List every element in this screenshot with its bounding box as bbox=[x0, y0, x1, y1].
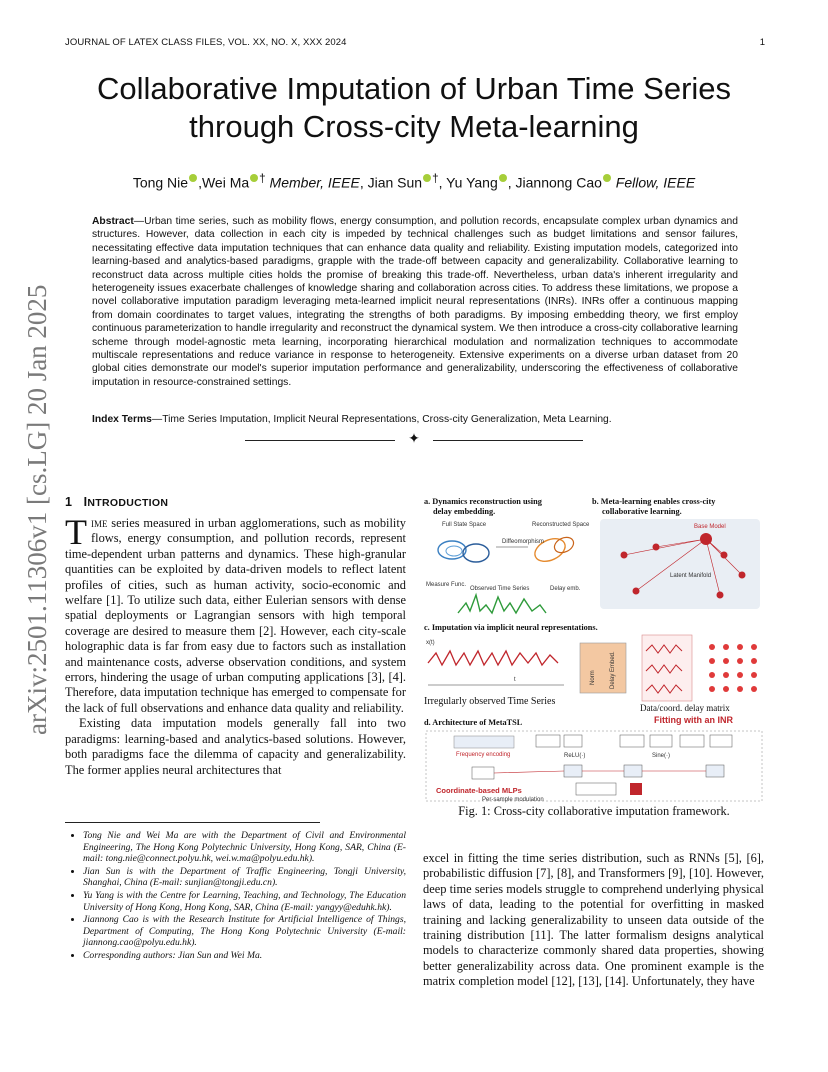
author-2: ,Wei Ma bbox=[198, 174, 250, 191]
relu-label: ReLU(·) bbox=[564, 753, 586, 759]
paper-title bbox=[60, 70, 768, 146]
norm-embed-block bbox=[580, 643, 626, 693]
coord-mlps-label: Coordinate-based MLPs bbox=[436, 786, 522, 795]
latent-manifold-label: Latent Manifold bbox=[670, 573, 712, 579]
observed-series-line bbox=[458, 595, 546, 613]
panel-b-title: b. Meta-learning enables cross-city bbox=[592, 497, 716, 506]
t-label: t bbox=[514, 677, 516, 683]
intro-lead-word: ime bbox=[91, 516, 108, 530]
author-3-mark: † bbox=[432, 172, 439, 185]
footnote-item: • Tong Nie and Wei Ma are with the Department of Civil and Environmental Engineering, The Hong Kong Polytechnic University, Hong Kong, SAR, China (E-mail: tong.nie@connect.polyu.hk, wei.w.ma@polyu.edu.hk). bbox=[83, 830, 406, 865]
abstract bbox=[92, 215, 738, 389]
footnotes bbox=[65, 830, 406, 963]
measure-label: Measure Func. bbox=[426, 582, 467, 588]
footnote-rule bbox=[65, 822, 320, 823]
irregular-label: Irregularly observed Time Series bbox=[424, 696, 556, 707]
author-3: , Jian Sun bbox=[359, 174, 423, 191]
author-list bbox=[60, 172, 768, 191]
drop-cap: T bbox=[65, 512, 87, 552]
author-2-role: Member, IEEE bbox=[265, 174, 360, 191]
norm-label: Norm bbox=[590, 670, 596, 685]
figure-caption: Fig. 1: Cross-city collaborative imputation framework. bbox=[458, 804, 730, 818]
orcid-icon[interactable] bbox=[423, 174, 431, 182]
intro-right-column: excel in fitting the time series distribution, such as RNNs [5], [6], probabilistic diffusion [7], [8], and Transformers [9], [10]. However, deep time series models struggle to comprehend underlying physical laws of data, leading to the potential for overfitting in masked training and lacking generalizability to unseen data outside of the training distribution [11]. The latter formalism designs analytical models to characterize commonly shared data properties, showing better generalizability across data. One prominent example is the matrix completion model [12], [13], [14]. Unfortunately, they have bbox=[423, 851, 764, 989]
panel-d-title: d. Architecture of MetaTSL bbox=[424, 718, 523, 727]
index-terms bbox=[92, 413, 738, 426]
panel-c-title: c. Imputation via implicit neural representations. bbox=[424, 623, 598, 632]
fitting-inr-label: Fitting with an INR bbox=[654, 715, 733, 725]
footnote-item: • Corresponding authors: Jian Sun and Wei Ma. bbox=[83, 950, 406, 962]
per-sample-label: Per-sample modulation bbox=[482, 797, 544, 803]
lorenz-attractor-left bbox=[438, 541, 489, 562]
figure-1 bbox=[424, 495, 764, 820]
base-model-label: Base Model bbox=[694, 524, 726, 530]
intro-paragraph-1 bbox=[65, 512, 406, 716]
footnote-item: • Jian Sun is with the Department of Traffic Engineering, Tongji University, Shanghai, China (E-mail: sunjian@tongji.edu.cn). bbox=[83, 866, 406, 889]
author-5: , Jiannong Cao bbox=[507, 174, 602, 191]
sine-label: Sine(·) bbox=[652, 753, 671, 759]
xt-label: x(t) bbox=[426, 640, 435, 646]
orcid-icon[interactable] bbox=[189, 174, 197, 182]
section-number: 1 bbox=[65, 495, 73, 509]
section-divider bbox=[245, 433, 583, 447]
panel-a-title-2: delay embedding. bbox=[433, 507, 496, 516]
orcid-icon[interactable] bbox=[250, 174, 258, 182]
abstract-label: Abstract bbox=[92, 216, 134, 227]
index-terms-label: Index Terms bbox=[92, 414, 152, 425]
world-map bbox=[600, 519, 760, 609]
section-heading bbox=[65, 495, 168, 509]
delay-matrix-label: Data/coord. delay matrix bbox=[640, 703, 730, 713]
title-line-1: Collaborative Imputation of Urban Time Series bbox=[96, 71, 732, 106]
irregular-series-line bbox=[428, 651, 558, 665]
orcid-icon[interactable] bbox=[499, 174, 507, 182]
section-title-initial: I bbox=[83, 495, 88, 509]
running-header: JOURNAL OF LATEX CLASS FILES, VOL. XX, NO. X, XXX 2024 bbox=[65, 37, 347, 48]
page-number: 1 bbox=[759, 37, 765, 48]
observed-label: Observed Time Series bbox=[470, 586, 530, 592]
delay-embed-label: Delay Embed. bbox=[610, 651, 616, 689]
freq-enc-label: Frequency encoding bbox=[456, 752, 511, 758]
intro-left-column bbox=[65, 512, 406, 778]
delay-matrix-dots bbox=[709, 644, 757, 692]
author-1: Tong Nie bbox=[132, 174, 189, 191]
section-title-rest: NTRODUCTION bbox=[87, 497, 169, 509]
intro-paragraph-2: Existing data imputation models generally fall into two paradigms: learning-based and analytics-based solutions. However, both paradigms face the dilemma of capacity and generalizability. The former applies neural architectures that bbox=[65, 716, 406, 777]
intro-p1-text: series measured in urban agglomerations, such as mobility flows, energy consumption, and pollution records, represent time-dependent urban patterns and dynamics. These high-granular quantities can be exploited by data-driven models to reflect latent profiles of cities, such as human activity, socio-economic and welfare [1]. To utilize such data, either Eulerian sensors with dense spatial deployments or Lagrangian sensors with high temporal coverage are desired to measure them [2]. However, each city-scale holographic data is far from easy due to factors such as installation and maintenance costs, adverse observation conditions, and system errors, hindering the usage of urban computing applications [3], [4]. Therefore, data imputation technique has emerged to compensate for the lack of full observations and enhance data quality and reliability. bbox=[65, 516, 406, 715]
orcid-icon[interactable] bbox=[603, 174, 611, 182]
index-terms-text: —Time Series Imputation, Implicit Neural Representations, Cross-city Generalization, Meta Learning. bbox=[151, 414, 612, 425]
full-state-label: Full State Space bbox=[442, 522, 487, 528]
title-line-2: through Cross-city Meta-learning bbox=[189, 109, 639, 144]
author-2-mark: † bbox=[259, 172, 266, 185]
delay-emb-label: Delay emb. bbox=[550, 586, 581, 592]
panel-b-title-2: collaborative learning. bbox=[602, 507, 682, 516]
diffeo-label: Diffeomorphism bbox=[502, 539, 544, 545]
footnote-item: • Yu Yang is with the Centre for Learning, Teaching, and Technology, The Education University of Hong Kong, Hong Kong, SAR, China (E-mail: yangyy@eduhk.hk). bbox=[83, 890, 406, 913]
abstract-text: —Urban time series, such as mobility flows, energy consumption, and pollution records, encapsulate complex urban dynamics and structures. However, data collection in each city is impeded by technical challenges such as budget limitations and sensor failures, necessitating effective data imputation techniques that can enhance data quality and reliability. Existing imputation models, categorized into learning-based and analytics-based paradigms, grapple with the trade-off between capacity and generalizability. Collaborative learning to reconstruct data across multiple cities holds the promise of breaking this trade-off. Nevertheless, urban data's inherent irregularity and heterogeneity issues exacerbate challenges of knowledge sharing and collaboration across cities. To address these limitations, we propose a novel collaborative imputation paradigm leveraging meta-learned implicit neural representations (INRs). INRs offer a continuous mapping from domain coordinates to target values, integrating the strengths of both paradigms. By imposing embedding theory, we first employ continuous parameterization to handle irregularity and reconstruct the dynamical system. We then introduce a cross-city collaborative learning scheme through model-agnostic meta learning, incorporating hierarchical modulation and normalization techniques to accommodate multiscale representations and reduce variance in response to heterogeneity. Extensive experiments on a diverse urban dataset from 20 global cities demonstrate our model's superior imputation performance and generalizability, underscoring the effectiveness of collaborative imputation in resource-constrained settings. bbox=[92, 216, 738, 388]
footnote-item: • Jiannong Cao is with the Research Institute for Artificial Intelligence of Things, Department of Computing, The Hong Kong Polytechnic University (E-mail: jiannong.cao@polyu.edu.hk). bbox=[83, 914, 406, 949]
recon-space-label: Reconstructed Space bbox=[532, 522, 590, 528]
panel-a-title: a. Dynamics reconstruction using bbox=[424, 497, 542, 506]
author-4: , Yu Yang bbox=[438, 174, 498, 191]
arxiv-stamp[interactable]: arXiv:2501.11306v1 [cs.LG] 20 Jan 2025 bbox=[22, 284, 52, 735]
diamond-star-icon: ✦ bbox=[408, 432, 420, 447]
author-5-role: Fellow, IEEE bbox=[611, 174, 696, 191]
